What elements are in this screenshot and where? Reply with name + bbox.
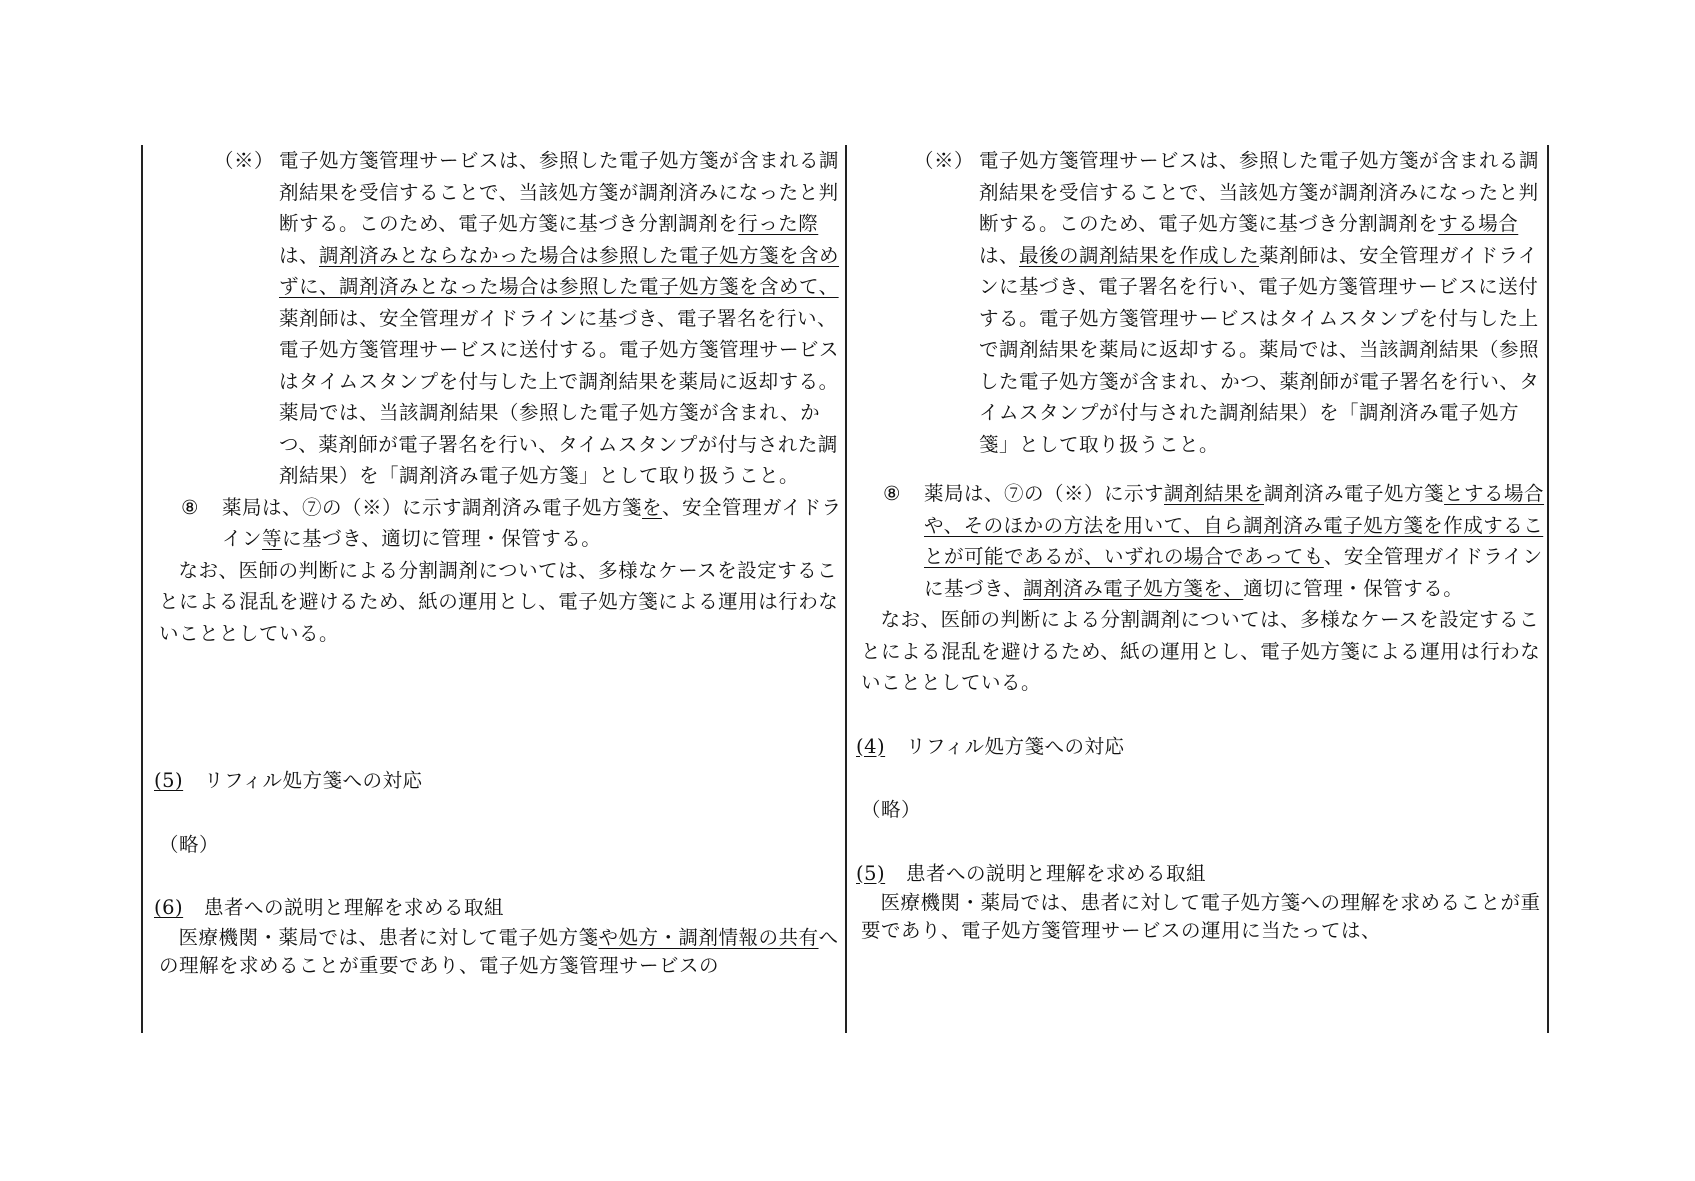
- underlined-text: する場合: [1438, 212, 1519, 235]
- note-paragraph: なお、医師の判断による分割調剤については、多様なケースを設定することによる混乱を避けるため、紙の運用とし、電子処方箋による運用は行わないこととしている。: [861, 608, 1541, 694]
- section-refill-title: リフィル処方箋への対応: [204, 769, 423, 792]
- text-segment: 電子処方箋管理サービスは、参照した電子処方箋が含まれる調剤結果を受信することで、当該処方箋が調剤済みになったと判断する。このため、電子処方箋に基づき分割調剤を: [979, 149, 1540, 235]
- text-segment: 適切に管理・保管する。: [1243, 576, 1464, 600]
- patient-paragraph: [861, 889, 1547, 945]
- section-patient-number: (5): [856, 861, 886, 885]
- underlined-text: とする場合や、そのほかの方法を用いて、自ら調剤済み電子処方箋を作成することが可能であるが、いずれの場合であっても: [924, 482, 1545, 568]
- text-segment: 、安全管理ガイドラインに基づき、: [924, 545, 1543, 600]
- text-segment: 薬局は、⑦の（※）に示す: [924, 482, 1165, 505]
- table-column-divider: [845, 145, 847, 1033]
- revised-column: [154, 145, 845, 980]
- section-patient-number: (6): [154, 896, 184, 919]
- omitted-label: （略）: [861, 798, 922, 821]
- text-segment: は、: [979, 243, 1020, 267]
- note-block: [861, 145, 1547, 460]
- item-8-text: [222, 492, 845, 555]
- underlined-text: 調剤結果を: [1164, 482, 1265, 505]
- section-patient-title: 患者への説明と理解を求める取組: [204, 896, 505, 919]
- table-border-left: [141, 145, 143, 1033]
- text-segment: への理解を求めることが重要であり、電子処方箋管理サービスの: [159, 925, 839, 977]
- text-segment: 薬剤師は、安全管理ガイドラインに基づき、電子署名を行い、電子処方箋管理サービスに送付する。電子処方箋管理サービスはタイムスタンプを付与した上で調剤結果を薬局に返却する。薬局では、当該調剤結果（参照した電子処方箋が含まれ、かつ、薬剤師が電子署名を行い、タイムスタンプが付与された調剤結果）を「調剤済み電子処方箋」として取り扱うこと。: [979, 243, 1540, 456]
- note-text: [979, 145, 1547, 460]
- table-border-right: [1547, 145, 1549, 1033]
- omitted-label: （略）: [159, 832, 220, 856]
- underlined-text: 調剤済みとならなかった場合は参照した電子処方箋を含めずに、調剤済みとなった場合は参照した電子処方箋を含めて、: [279, 243, 840, 298]
- underlined-text: 行った際: [738, 212, 819, 235]
- text-segment: に基づき、適切に管理・保管する。: [282, 527, 602, 550]
- item-8-mark: ⑧: [181, 495, 199, 519]
- note-mark: （※）: [914, 149, 975, 172]
- underlined-text: を: [642, 495, 663, 519]
- patient-paragraph: [159, 924, 845, 980]
- underlined-text: 最後の調剤結果を作成した: [1019, 243, 1260, 267]
- item-8: [159, 492, 845, 555]
- note-text: [279, 145, 845, 492]
- section-patient-heading: [856, 858, 1547, 890]
- text-segment: 薬局は、⑦の（※）に示す調剤済み電子処方箋: [222, 495, 643, 519]
- underlined-text: や処方・調剤情報の共有: [598, 925, 819, 949]
- text-segment: 医療機関・薬局では、患者に対して電子処方箋: [178, 925, 599, 949]
- section-patient-title: 患者への説明と理解を求める取組: [906, 861, 1207, 885]
- section-refill-number: (5): [154, 769, 184, 792]
- section-refill-number: (4): [856, 734, 886, 758]
- item-8-mark: ⑧: [883, 482, 901, 505]
- text-segment: 薬剤師は、安全管理ガイドラインに基づき、電子署名を行い、電子処方箋管理サービスに送付する。電子処方箋管理サービスはタイムスタンプを付与した上で調剤結果を薬局に返却する。薬局では、当該調剤結果（参照した電子処方箋が含まれ、かつ、薬剤師が電子署名を行い、タイムスタンプが付与された調剤結果）を「調剤済み電子処方箋」として取り扱うこと。: [279, 306, 840, 487]
- text-segment: 医療機関・薬局では、患者に対して電子処方箋への理解を求めることが重要であり、電子処方箋管理サービスの運用に当たっては、: [861, 891, 1541, 942]
- note-paragraph: なお、医師の判断による分割調剤については、多様なケースを設定することによる混乱を避けるため、紙の運用とし、電子処方箋による運用は行わないこととしている。: [159, 558, 839, 645]
- text-segment: は、: [279, 243, 320, 267]
- section-patient-heading: [154, 892, 845, 924]
- underlined-text: 調剤済み電子処方箋を、: [1023, 576, 1244, 600]
- item-8-text: [924, 478, 1547, 604]
- current-column: [856, 145, 1547, 945]
- text-segment: 電子処方箋管理サービスは、参照した電子処方箋が含まれる調剤結果を受信することで、当該処方箋が調剤済みになったと判断する。このため、電子処方箋に基づき分割調剤を: [279, 149, 840, 235]
- underlined-text: 等: [262, 527, 283, 550]
- note-mark: （※）: [214, 149, 275, 172]
- section-refill-heading: [856, 731, 1547, 763]
- text-segment: 、安全管理ガイドライン: [222, 495, 842, 550]
- item-8: [861, 478, 1547, 604]
- section-refill-title: リフィル処方箋への対応: [906, 734, 1125, 758]
- comparison-table: [141, 145, 1549, 1033]
- section-refill-heading: [154, 765, 845, 797]
- note-block: [159, 145, 845, 492]
- text-segment: 調剤済み電子処方箋: [1264, 482, 1445, 505]
